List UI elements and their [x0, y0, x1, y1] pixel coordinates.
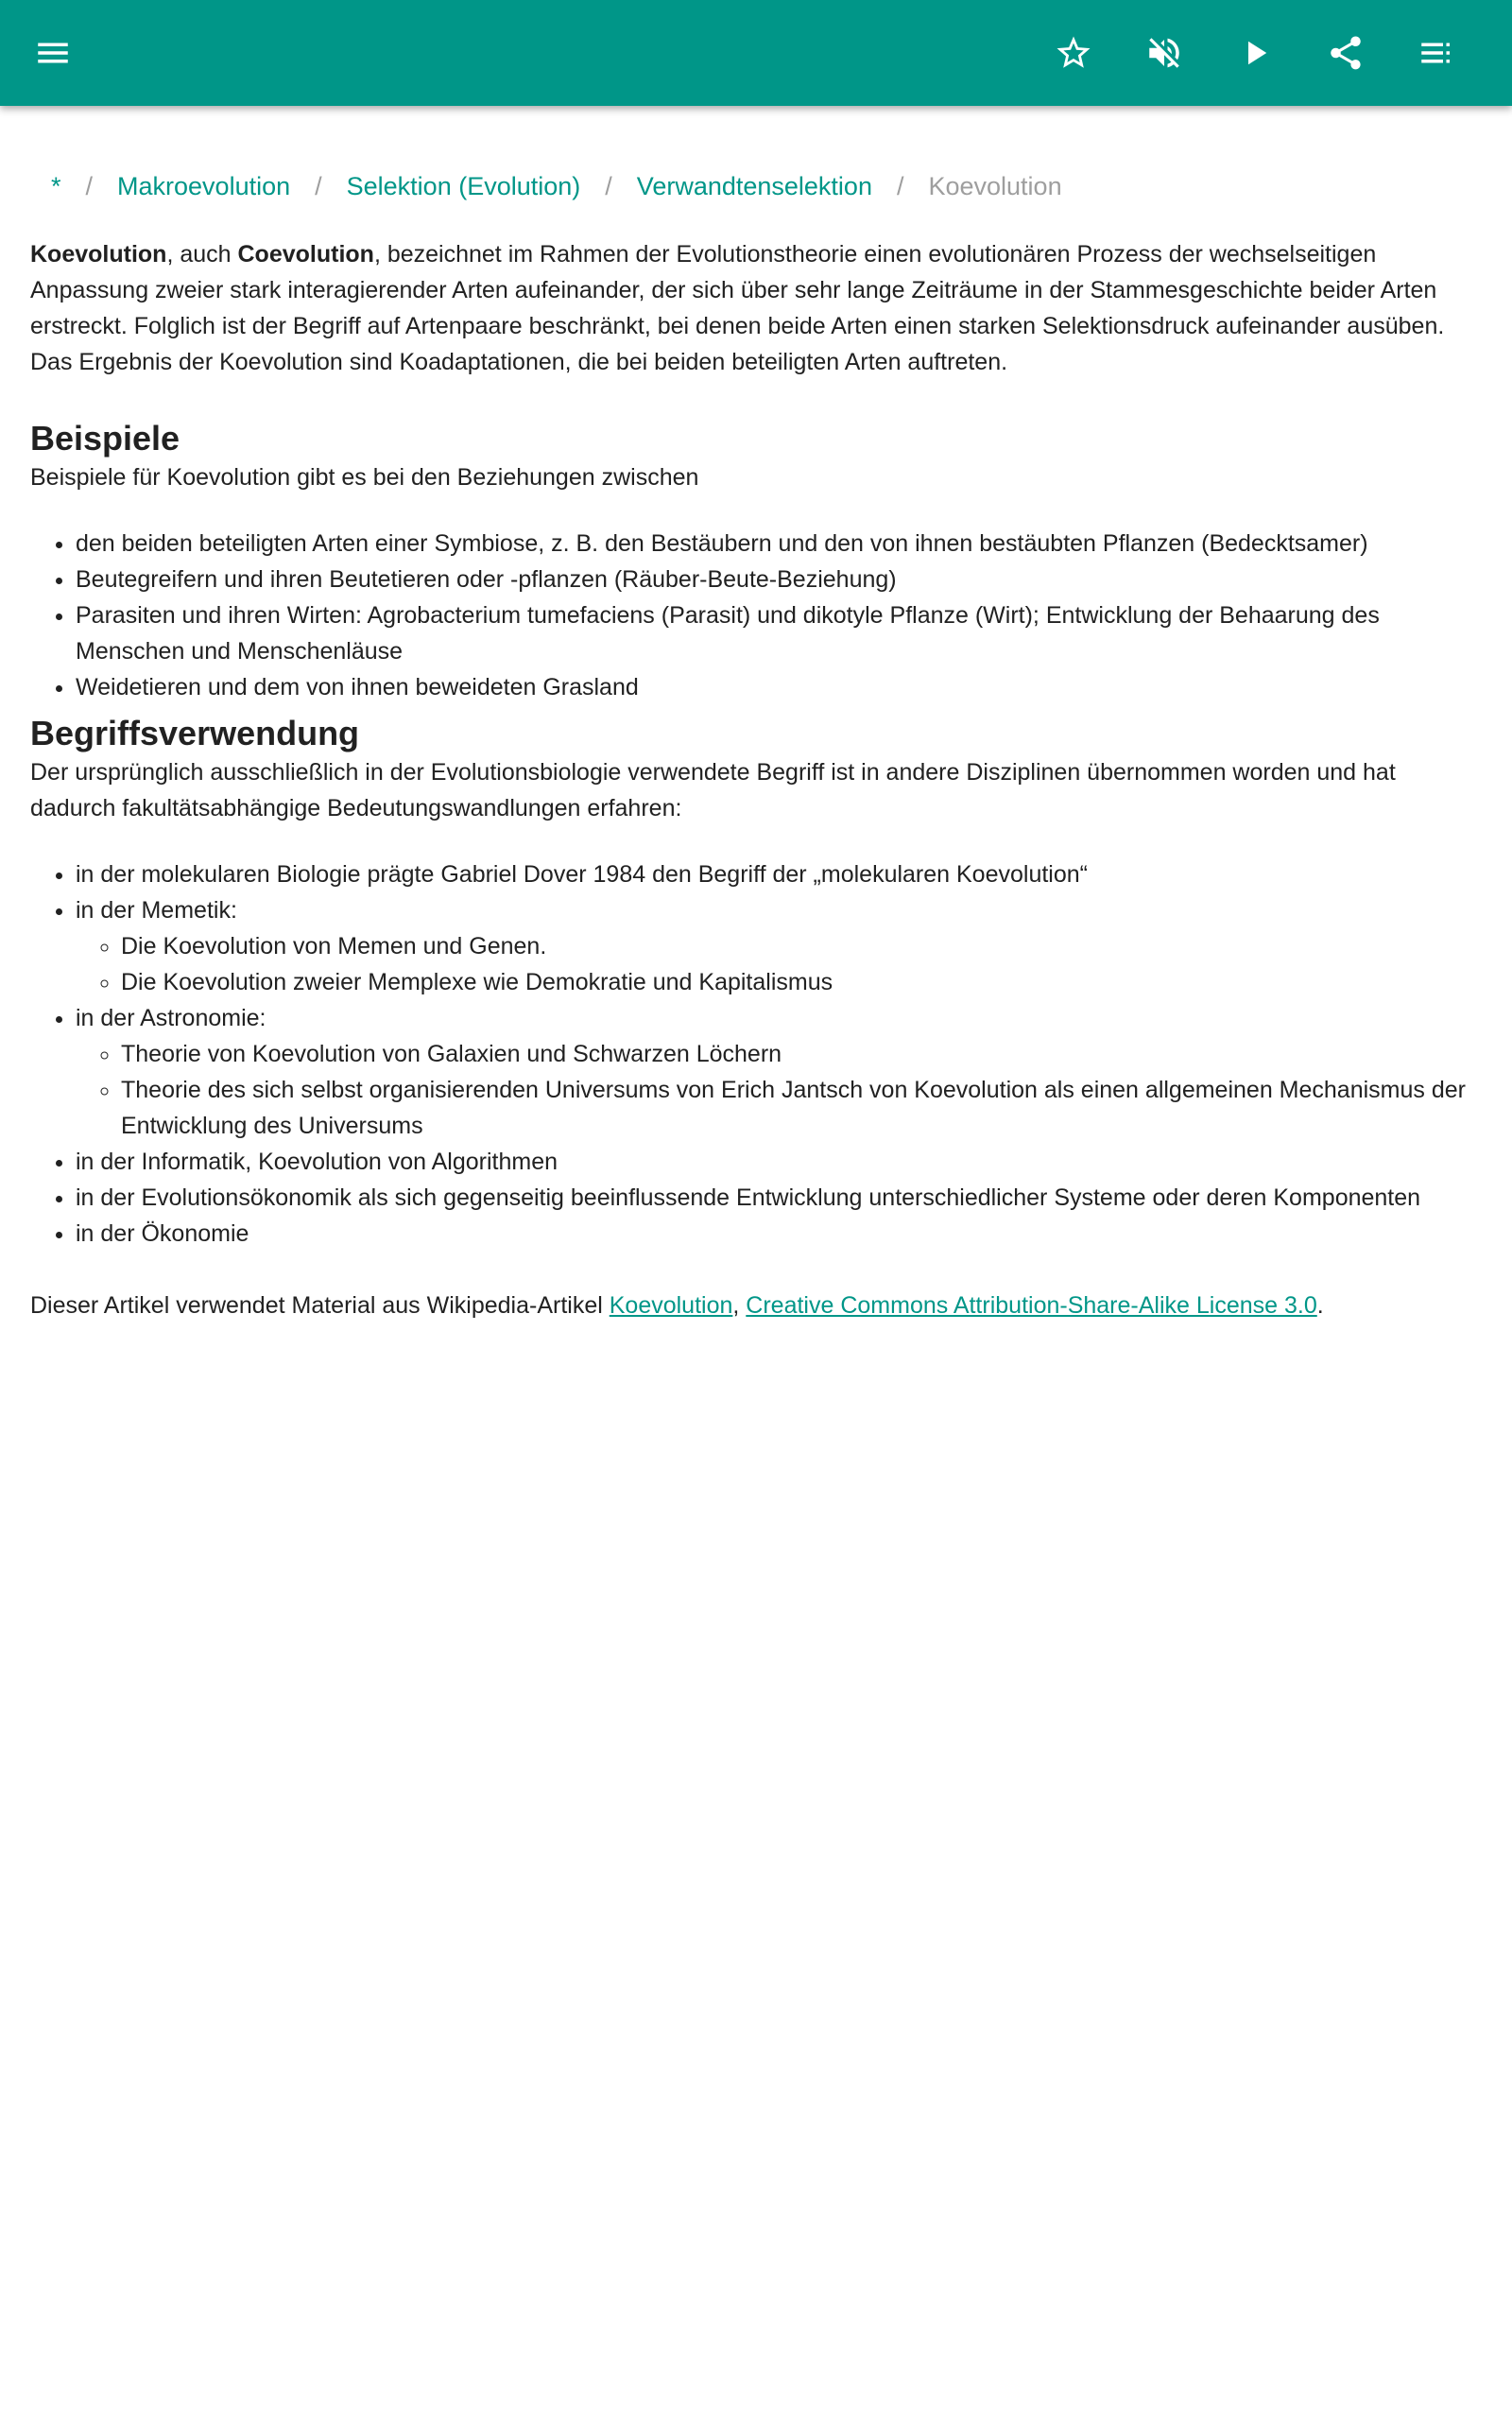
breadcrumb-verwandtenselektion[interactable]: Verwandtenselektion	[636, 172, 872, 200]
list-item-label: in der Memetik:	[76, 897, 237, 924]
list-item-label: in der Ökonomie	[76, 1220, 249, 1247]
breadcrumb-makroevolution[interactable]: Makroevolution	[117, 172, 291, 200]
list-item: • Beutegreifern und ihren Beutetieren oder -pflanzen (Räuber-Beute-Beziehung)	[76, 562, 1486, 597]
share-button[interactable]	[1319, 26, 1372, 79]
beispiele-intro: Beispiele für Koevolution gibt es bei den Beziehungen zwischen	[30, 464, 699, 491]
list-item-label: in der molekularen Biologie prägte Gabriel Dover 1984 den Begriff der „molekularen Koevolution“	[76, 861, 1088, 888]
sub-list-item: ◦ Theorie des sich selbst organisierenden Universums von Erich Jantsch von Koevolution als einen allgemeinen Mechanismus der Entwicklung des Universums	[121, 1072, 1486, 1144]
play-button[interactable]	[1228, 26, 1281, 79]
license-end: .	[1316, 1292, 1324, 1319]
list-item	[76, 1000, 1486, 1144]
list-item-label: in der Informatik, Koevolution von Algorithmen	[76, 1149, 558, 1175]
list-item	[76, 856, 1486, 892]
list-item: • den beiden beteiligten Arten einer Symbiose, z. B. den Bestäubern und den von ihnen bestäubten Pflanzen (Bedecktsamer)	[76, 526, 1486, 562]
sub-list	[76, 928, 1486, 1000]
intro-paragraph	[30, 236, 1486, 380]
breadcrumb-separator: /	[85, 172, 94, 200]
list-item	[76, 1180, 1486, 1216]
breadcrumb-home[interactable]: *	[51, 172, 61, 200]
sub-list-item: ◦ Theorie von Koevolution von Galaxien und Schwarzen Löchern	[121, 1036, 1486, 1072]
volume-off-icon	[1144, 33, 1184, 73]
list-item	[76, 1144, 1486, 1180]
list-item-label: in der Astronomie:	[76, 1005, 266, 1031]
begriffsverwendung-list	[30, 856, 1486, 1252]
list-item-label: in der Evolutionsökonomik als sich gegenseitig beeinflussende Entwicklung unterschiedlicher Systeme oder deren Komponenten	[76, 1184, 1421, 1211]
begriffsverwendung-intro: Der ursprünglich ausschließlich in der Evolutionsbiologie verwendete Begriff ist in andere Disziplinen übernommen worden und hat dadurch fakultätsabhängige Bedeutungswandlungen erfahren:	[30, 759, 1396, 821]
breadcrumb-selektion[interactable]: Selektion (Evolution)	[346, 172, 581, 200]
breadcrumb-separator: /	[605, 172, 612, 200]
breadcrumb-separator: /	[315, 172, 322, 200]
list-item	[76, 892, 1486, 1000]
breadcrumb-separator: /	[896, 172, 904, 200]
breadcrumb-current: Koevolution	[928, 172, 1062, 200]
license-link[interactable]: Creative Commons Attribution-Share-Alike License 3.0	[746, 1292, 1317, 1319]
intro-text: , auch	[166, 241, 238, 268]
breadcrumb	[51, 170, 1486, 202]
star-outline-icon	[1054, 33, 1093, 73]
list-item: • Weidetieren und dem von ihnen beweideten Grasland	[76, 669, 1486, 705]
favorite-button[interactable]	[1047, 26, 1100, 79]
license-note	[30, 1288, 1486, 1323]
menu-icon	[33, 33, 73, 73]
sub-list	[76, 1036, 1486, 1144]
list-item	[76, 1216, 1486, 1252]
toc-button[interactable]	[1410, 26, 1463, 79]
share-icon	[1326, 33, 1366, 73]
menu-button[interactable]	[26, 26, 79, 79]
article-content	[30, 106, 1486, 1323]
heading-beispiele: Beispiele	[30, 419, 180, 458]
term-koevolution: Koevolution	[30, 241, 167, 268]
license-text: Dieser Artikel verwendet Material aus Wikipedia-Artikel	[30, 1292, 610, 1319]
license-separator: ,	[732, 1292, 747, 1319]
wikipedia-article-link[interactable]: Koevolution	[609, 1292, 733, 1319]
mute-button[interactable]	[1138, 26, 1191, 79]
intro-text: , bezeichnet im Rahmen der Evolutionstheorie einen evolutionären Prozess der wechselseitigen Anpassung zweier stark interagierender Arten aufeinander, der sich über sehr lange Zeiträume in der Stammesgeschichte beider Arten erstreckt. Folglich ist der Begriff auf Artenpaare beschränkt, bei denen beide Arten einen starken Selektionsdruck aufeinander ausüben. Das Ergebnis der Koevolution sind Koadaptationen, die bei beiden beteiligten Arten auftreten.	[30, 241, 1445, 375]
play-icon	[1235, 33, 1275, 73]
app-bar	[0, 0, 1512, 106]
list-item: • Parasiten und ihren Wirten: Agrobacterium tumefaciens (Parasit) und dikotyle Pflanze (Wirt); Entwicklung der Behaarung des Menschen und Menschenläuse	[76, 597, 1486, 669]
playlist-icon	[1417, 33, 1456, 73]
sub-list-item: ◦ Die Koevolution zweier Memplexe wie Demokratie und Kapitalismus	[121, 964, 1486, 1000]
term-coevolution: Coevolution	[237, 241, 374, 268]
sub-list-item: ◦ Die Koevolution von Memen und Genen.	[121, 928, 1486, 964]
heading-begriffsverwendung: Begriffsverwendung	[30, 714, 360, 752]
beispiele-list	[30, 526, 1486, 705]
